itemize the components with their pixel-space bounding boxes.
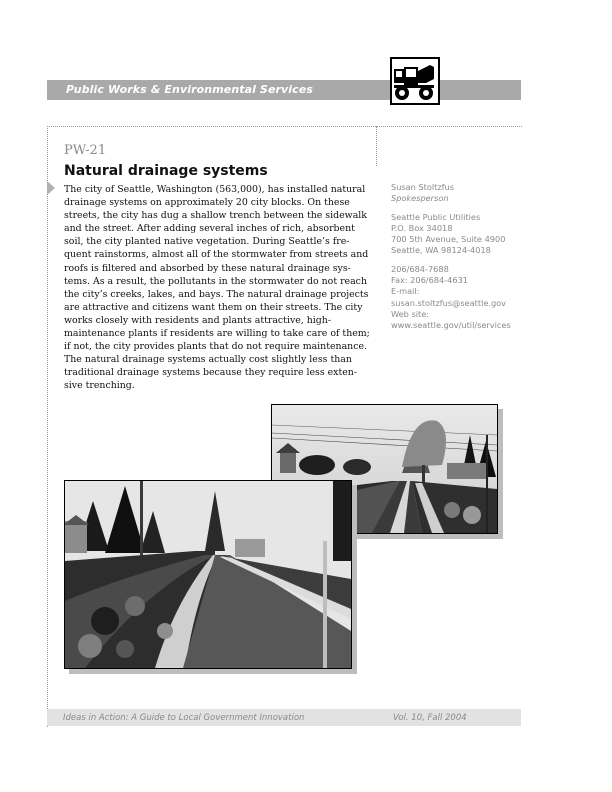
frame-divider: [376, 126, 377, 166]
contact-web[interactable]: www.seattle.gov/util/services: [391, 320, 511, 331]
article-title: Natural drainage systems: [64, 163, 268, 179]
contact-org: Seattle Public Utilities: [391, 211, 481, 222]
contact-street: 700 5th Avenue, Suite 4900: [391, 234, 506, 245]
article-body-line: The natural drainage systems actually cost slightly less than: [64, 354, 352, 366]
article-body-line: if not, the city provides plants that do not require maintenance.: [64, 341, 367, 353]
contact-email-label: E-mail:: [391, 286, 420, 297]
article-body-line: streets, the city has dug a shallow trench between the sidewalk: [64, 210, 367, 222]
section-title: Public Works & Environmental Services: [66, 83, 314, 96]
article-body-line: drainage systems on approximately 20 city blocks. On these: [64, 197, 350, 209]
contact-city: Seattle, WA 98124-4018: [391, 245, 491, 256]
article-code: PW-21: [64, 143, 107, 158]
contact-web-label: Web site:: [391, 308, 429, 319]
article-body-line: the city’s creeks, lakes, and bays. The natural drainage projects: [64, 288, 369, 300]
article-body-line: maintenance plants if residents are willing to take care of them;: [64, 328, 370, 340]
arrow-marker-icon: [47, 181, 55, 195]
article-body-line: soil, the city planted native vegetation. During Seattle’s fre-: [64, 236, 350, 248]
contact-name: Susan Stoltzfus: [391, 182, 454, 192]
article-body-line: works closely with residents and plants attractive, high-: [64, 314, 331, 326]
article-body-line: are attractive and citizens want them on their streets. The city: [64, 301, 363, 313]
photo-drainage-swale: [64, 480, 352, 669]
article-body-line: tems. As a result, the pollutants in the stormwater do not reach: [64, 275, 367, 287]
contact-sidebar: [391, 182, 521, 332]
article-body-line: sive trenching.: [64, 380, 135, 392]
contact-role: Spokesperson: [391, 193, 449, 204]
article-body-line: The city of Seattle, Washington (563,000), has installed natural: [64, 184, 366, 195]
article-body-line: quent rainstorms, almost all of the stormwater from streets and: [64, 249, 369, 261]
article-body: [64, 183, 370, 393]
footer-publication: Ideas in Action: A Guide to Local Government Innovation: [63, 713, 305, 723]
article-body-line: and the street. After adding several inches of rich, absorbent: [64, 223, 355, 235]
contact-fax: Fax: 206/684-4631: [391, 275, 468, 286]
contact-phone: 206/684-7688: [391, 263, 449, 274]
contact-email[interactable]: susan.stoltzfus@seattle.gov: [391, 297, 507, 308]
article-body-line: traditional drainage systems because they require less exten-: [64, 367, 357, 379]
construction-vehicle-icon: [390, 57, 440, 105]
contact-po-box: P.O. Box 34018: [391, 222, 453, 233]
article-body-line: roofs is filtered and absorbed by these natural drainage sys-: [64, 262, 351, 274]
footer-issue: Vol. 10, Fall 2004: [393, 713, 467, 723]
